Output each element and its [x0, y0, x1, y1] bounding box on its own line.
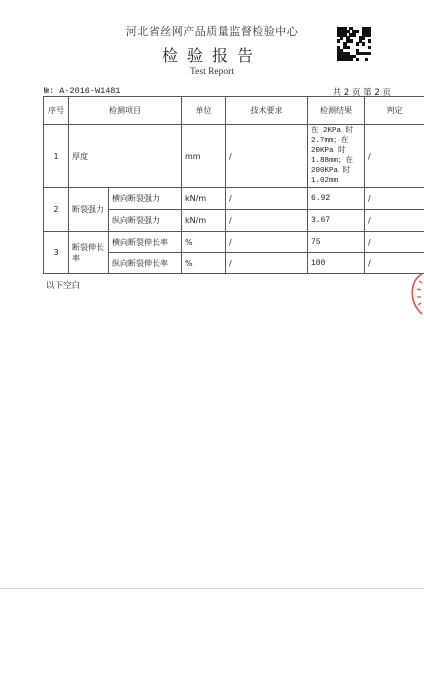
qr-module	[340, 36, 343, 39]
header-cell: 单位	[182, 97, 226, 125]
table-header-row	[44, 97, 424, 125]
report-title: 检验报告	[161, 46, 262, 65]
table-row	[44, 125, 424, 188]
test-item: 断裂伸长率	[69, 232, 109, 274]
qr-module	[346, 46, 349, 49]
result-cell: 3.67	[308, 210, 365, 232]
qr-module	[349, 39, 352, 42]
qr-module	[368, 39, 371, 42]
qr-module	[349, 58, 352, 61]
row-number: 3	[44, 232, 69, 274]
unit-cell: kN/m	[182, 210, 226, 232]
row-number: 2	[44, 188, 69, 232]
page-count: 共 2 页 第 2 页	[332, 88, 391, 98]
requirement-cell: /	[226, 253, 308, 274]
blank-below-note: 以下空白	[46, 281, 81, 291]
requirement-cell: /	[226, 232, 308, 253]
test-item: 断裂强力	[69, 188, 109, 232]
red-seal-stamp	[404, 272, 424, 316]
judgement-cell: /	[365, 210, 424, 232]
unit-cell: mm	[182, 125, 226, 188]
table-row	[44, 232, 424, 253]
result-cell: 在 2KPa 时 2.7mm；在 20KPa 时 1.88mm；在 200KPa 时 1.02mm	[308, 125, 365, 188]
unit-cell: kN/m	[182, 188, 226, 210]
qr-module	[356, 30, 359, 33]
sub-item: 横向断裂伸长率	[109, 232, 182, 253]
sub-item: 横向断裂强力	[109, 188, 182, 210]
table-row	[44, 188, 424, 210]
qr-module	[368, 46, 371, 49]
results-table	[43, 96, 424, 274]
result-cell: 100	[308, 253, 365, 274]
header-cell: 检测项目	[69, 97, 182, 125]
judgement-cell: /	[365, 125, 424, 188]
qr-module	[368, 33, 371, 36]
qr-module	[356, 42, 359, 45]
test-item: 厚度	[69, 125, 182, 188]
result-cell: 75	[308, 232, 365, 253]
report-number: №: A-2016-W1481	[44, 86, 121, 96]
requirement-cell: /	[226, 188, 308, 210]
sub-item: 纵向断裂伸长率	[109, 253, 182, 274]
qr-module	[337, 39, 340, 42]
result-cell: 6.92	[308, 188, 365, 210]
row-number: 1	[44, 125, 69, 188]
header-cell: 技术要求	[226, 97, 308, 125]
qr-module	[362, 36, 365, 39]
qr-module	[368, 52, 371, 55]
header-cell: 检测结果	[308, 97, 365, 125]
judgement-cell: /	[365, 232, 424, 253]
header-cell: 判定	[365, 97, 424, 125]
empty-background	[0, 589, 424, 700]
requirement-cell: /	[226, 125, 308, 188]
qr-module	[365, 58, 368, 61]
sub-item: 纵向断裂强力	[109, 210, 182, 232]
qr-module	[362, 42, 365, 45]
judgement-cell: /	[365, 188, 424, 210]
unit-cell: %	[182, 232, 226, 253]
issuing-organization: 河北省丝网产品质量监督检验中心	[125, 25, 299, 38]
judgement-cell: /	[365, 253, 424, 274]
qr-code-icon	[337, 27, 371, 61]
report-subtitle: Test Report	[190, 67, 234, 77]
requirement-cell: /	[226, 210, 308, 232]
qr-module	[356, 58, 359, 61]
unit-cell: %	[182, 253, 226, 274]
qr-module	[352, 33, 355, 36]
header-cell: 序号	[44, 97, 69, 125]
